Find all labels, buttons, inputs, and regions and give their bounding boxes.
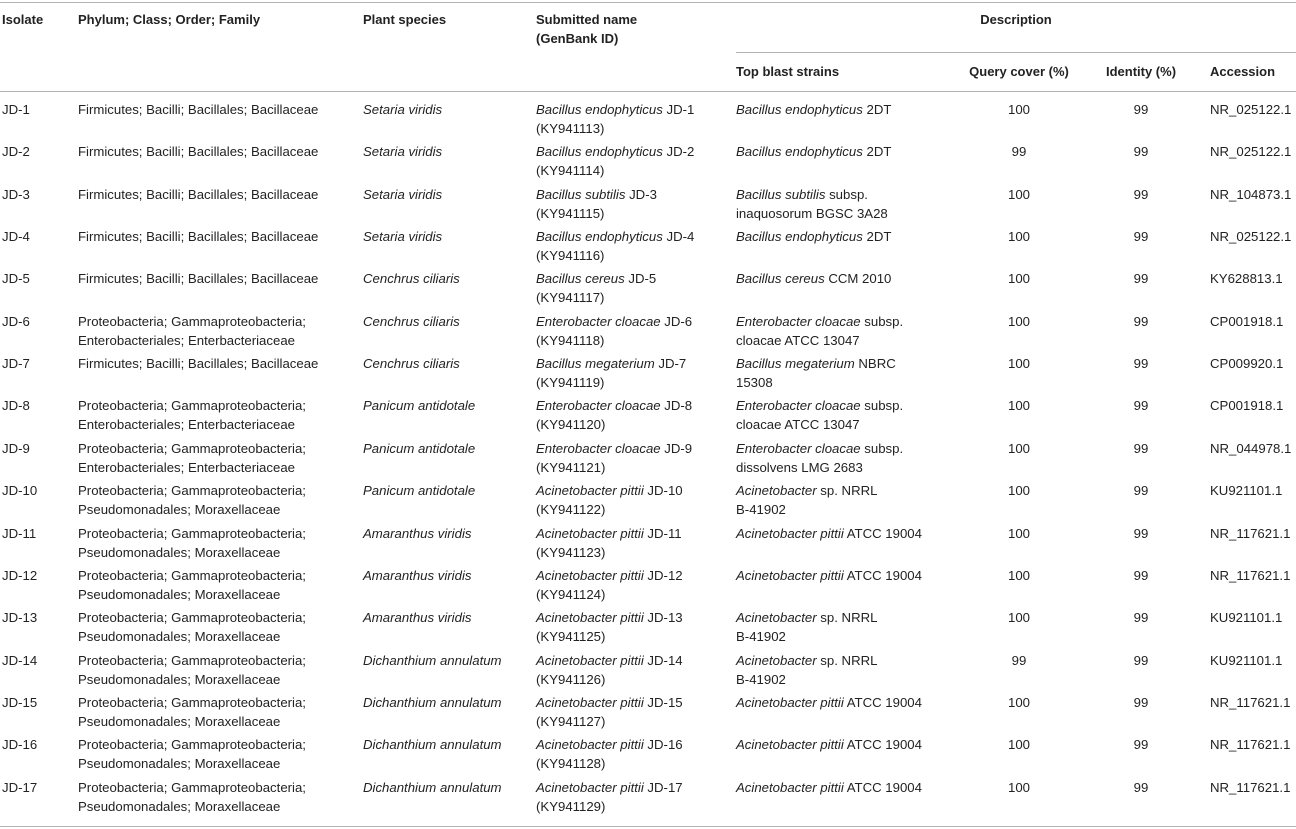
cell-submitted-name [536, 778, 683, 797]
cell-plant-species: Dichanthium annulatum [363, 652, 502, 668]
cell-submitted-name [536, 396, 692, 415]
cell-identity: 99 [1133, 779, 1149, 795]
cell-query-cover: 100 [1007, 186, 1030, 202]
cell-taxonomy-line1: Firmicutes; Bacilli; Bacillales; Bacillaceae [78, 229, 319, 245]
cell-submitted-name [536, 524, 682, 543]
cell-submitted-name-species: Enterobacter cloacae [536, 440, 661, 456]
cell-accession: CP001918.1 [1210, 398, 1284, 414]
cell-top-blast-suffix: ATCC 19004 [843, 779, 922, 795]
cell-query-cover: 100 [1007, 398, 1030, 414]
cell-accession: KU921101.1 [1210, 652, 1283, 668]
cell-top-blast-species: Acinetobacter pittii [736, 779, 844, 795]
cell-top-blast-suffix: sp. NRRL [816, 610, 878, 626]
cell-submitted-name-suffix: JD-16 [643, 737, 683, 753]
cell-submitted-name [536, 312, 692, 331]
cell-isolate: JD-7 [2, 356, 30, 372]
cell-top-blast-suffix: 2DT [862, 144, 892, 160]
cell-accession: NR_044978.1 [1210, 440, 1292, 456]
cell-submitted-name-suffix: JD-6 [660, 313, 693, 329]
cell-genbank-id: (KY941116) [536, 248, 605, 264]
cell-top-blast-suffix: subsp. [860, 440, 904, 456]
cell-submitted-name-species: Bacillus subtilis [536, 186, 626, 202]
cell-submitted-name-suffix: JD-5 [624, 271, 657, 287]
cell-identity: 99 [1133, 186, 1149, 202]
cell-query-cover: 100 [1007, 737, 1030, 753]
cell-taxonomy-line1: Firmicutes; Bacilli; Bacillales; Bacillaceae [78, 144, 319, 160]
cell-taxonomy-line1: Proteobacteria; Gammaproteobacteria; [78, 737, 306, 753]
cell-top-blast-suffix: 2DT [862, 102, 892, 117]
cell-taxonomy-line1: Proteobacteria; Gammaproteobacteria; [78, 483, 306, 499]
cell-submitted-name-suffix: JD-15 [643, 694, 683, 710]
cell-top-blast-species: Enterobacter cloacae [736, 398, 861, 414]
cell-top-blast-species: Acinetobacter [736, 652, 817, 668]
cell-submitted-name [536, 693, 683, 712]
cell-isolate: JD-8 [2, 398, 30, 414]
cell-isolate: JD-1 [2, 102, 30, 117]
cell-submitted-name-suffix: JD-13 [643, 610, 683, 626]
cell-top-blast [736, 735, 922, 754]
cell-submitted-name [536, 651, 683, 670]
cell-accession: CP001918.1 [1210, 313, 1284, 329]
cell-top-blast-species: Bacillus endophyticus [736, 144, 863, 160]
cell-identity: 99 [1133, 610, 1149, 626]
cell-accession: NR_025122.1 [1210, 144, 1292, 160]
cell-blast-line2: dissolvens LMG 2683 [736, 459, 863, 475]
cell-blast-line2: cloacae ATCC 13047 [736, 332, 860, 348]
cell-taxonomy-line2: Pseudomonadales; Moraxellaceae [78, 756, 281, 772]
cell-query-cover: 100 [1007, 313, 1030, 329]
cell-top-blast [736, 693, 922, 712]
cell-top-blast-species: Acinetobacter pittii [736, 737, 844, 753]
cell-identity: 99 [1133, 398, 1149, 414]
cell-top-blast [736, 269, 891, 288]
cell-submitted-name [536, 439, 692, 458]
cell-top-blast-species: Bacillus endophyticus [736, 229, 863, 245]
cell-isolate: JD-17 [2, 779, 38, 795]
cell-plant-species: Amaranthus viridis [363, 525, 472, 541]
cell-isolate: JD-10 [2, 483, 38, 499]
cell-submitted-name [536, 735, 683, 754]
cell-top-blast [736, 778, 922, 797]
cell-accession: NR_025122.1 [1210, 102, 1292, 117]
cell-top-blast-suffix: NBRC [854, 356, 896, 372]
cell-submitted-name [536, 354, 686, 373]
cell-submitted-name [536, 481, 683, 500]
cell-query-cover: 100 [1007, 483, 1030, 499]
cell-taxonomy-line1: Firmicutes; Bacilli; Bacillales; Bacillaceae [78, 271, 319, 287]
cell-submitted-name-suffix: JD-9 [660, 440, 693, 456]
cell-taxonomy-line1: Proteobacteria; Gammaproteobacteria; [78, 779, 306, 795]
description-rule [736, 52, 1296, 53]
cell-plant-species: Amaranthus viridis [363, 567, 472, 583]
cell-submitted-name-suffix: JD-4 [662, 229, 695, 245]
cell-isolate: JD-9 [2, 440, 30, 456]
header-submitted-name: Submitted name [536, 12, 638, 27]
cell-isolate: JD-6 [2, 313, 30, 329]
cell-top-blast [736, 524, 922, 543]
cell-blast-line2: B-41902 [736, 502, 786, 518]
cell-submitted-name-species: Acinetobacter pittii [536, 694, 644, 710]
cell-submitted-name-species: Acinetobacter pittii [536, 610, 644, 626]
header-top-blast: Top blast strains [736, 64, 840, 79]
cell-submitted-name-species: Acinetobacter pittii [536, 737, 644, 753]
cell-genbank-id: (KY941126) [536, 671, 606, 687]
cell-accession: CP009920.1 [1210, 356, 1284, 372]
cell-top-blast [736, 185, 868, 204]
cell-plant-species: Setaria viridis [363, 102, 443, 117]
cell-top-blast [736, 312, 903, 331]
cell-isolate: JD-15 [2, 694, 38, 710]
cell-plant-species: Dichanthium annulatum [363, 694, 502, 710]
cell-top-blast-species: Bacillus cereus [736, 271, 825, 287]
cell-taxonomy-line1: Proteobacteria; Gammaproteobacteria; [78, 694, 306, 710]
cell-identity: 99 [1133, 567, 1149, 583]
cell-genbank-id: (KY941114) [536, 163, 605, 179]
cell-blast-line2: B-41902 [736, 671, 786, 687]
cell-genbank-id: (KY941113) [536, 121, 605, 136]
cell-identity: 99 [1133, 694, 1149, 710]
header-description: Description [980, 12, 1052, 27]
cell-taxonomy-line2: Enterobacteriales; Enterbacteriaceae [78, 332, 295, 348]
cell-top-blast-species: Acinetobacter pittii [736, 567, 844, 583]
cell-top-blast-species: Acinetobacter pittii [736, 525, 844, 541]
cell-top-blast-suffix: subsp. [860, 313, 904, 329]
cell-blast-line2: inaquosorum BGSC 3A28 [736, 205, 888, 221]
bottom-rule [0, 826, 1296, 827]
cell-submitted-name-species: Acinetobacter pittii [536, 652, 644, 668]
cell-submitted-name-species: Acinetobacter pittii [536, 483, 644, 499]
cell-submitted-name-suffix: JD-3 [625, 186, 657, 202]
cell-top-blast-species: Bacillus endophyticus [736, 102, 863, 117]
cell-submitted-name-suffix: JD-8 [660, 398, 693, 414]
cell-accession: NR_104873.1 [1210, 186, 1292, 202]
cell-plant-species: Amaranthus viridis [363, 610, 472, 626]
cell-taxonomy-line1: Firmicutes; Bacilli; Bacillales; Bacillaceae [78, 186, 319, 202]
cell-taxonomy-line1: Firmicutes; Bacilli; Bacillales; Bacillaceae [78, 356, 319, 372]
cell-submitted-name-species: Bacillus endophyticus [536, 229, 663, 245]
cell-submitted-name [536, 227, 694, 246]
cell-submitted-name [536, 142, 694, 161]
cell-top-blast-suffix: 2DT [862, 229, 892, 245]
cell-top-blast-suffix: sp. NRRL [816, 483, 878, 499]
cell-top-blast-species: Enterobacter cloacae [736, 313, 861, 329]
cell-query-cover: 99 [1011, 144, 1027, 160]
cell-submitted-name-suffix: JD-12 [643, 567, 683, 583]
cell-top-blast [736, 651, 877, 670]
cell-identity: 99 [1133, 313, 1149, 329]
cell-taxonomy-line2: Enterobacteriales; Enterbacteriaceae [78, 459, 295, 475]
cell-submitted-name-suffix: JD-10 [643, 483, 683, 499]
cell-taxonomy-line2: Pseudomonadales; Moraxellaceae [78, 798, 281, 814]
cell-submitted-name [536, 566, 683, 585]
cell-top-blast-suffix: ATCC 19004 [843, 525, 922, 541]
cell-identity: 99 [1133, 652, 1149, 668]
cell-genbank-id: (KY941125) [536, 629, 606, 645]
cell-submitted-name-species: Acinetobacter pittii [536, 779, 644, 795]
cell-submitted-name-suffix: JD-17 [643, 779, 683, 795]
cell-identity: 99 [1133, 483, 1149, 499]
cell-top-blast-suffix: ATCC 19004 [843, 694, 922, 710]
cell-top-blast [736, 608, 877, 627]
cell-genbank-id: (KY941120) [536, 417, 606, 433]
header-taxonomy: Phylum; Class; Order; Family [78, 12, 261, 27]
cell-top-blast-suffix: subsp. [825, 186, 868, 202]
cell-submitted-name-suffix: JD-11 [643, 525, 682, 541]
cell-top-blast [736, 481, 877, 500]
cell-top-blast-suffix: CCM 2010 [824, 271, 892, 287]
cell-submitted-name-species: Enterobacter cloacae [536, 398, 661, 414]
cell-query-cover: 99 [1011, 652, 1027, 668]
cell-query-cover: 100 [1007, 356, 1030, 372]
cell-top-blast-suffix: ATCC 19004 [843, 567, 922, 583]
cell-plant-species: Cenchrus ciliaris [363, 271, 460, 287]
cell-plant-species: Cenchrus ciliaris [363, 356, 460, 372]
cell-top-blast [736, 566, 922, 585]
cell-taxonomy-line2: Pseudomonadales; Moraxellaceae [78, 502, 281, 518]
cell-genbank-id: (KY941118) [536, 332, 605, 348]
cell-accession: KU921101.1 [1210, 610, 1283, 626]
cell-query-cover: 100 [1007, 779, 1030, 795]
cell-accession: NR_025122.1 [1210, 229, 1292, 245]
cell-taxonomy-line1: Proteobacteria; Gammaproteobacteria; [78, 567, 306, 583]
cell-identity: 99 [1133, 271, 1149, 287]
cell-genbank-id: (KY941123) [536, 544, 606, 560]
cell-isolate: JD-2 [2, 144, 30, 160]
cell-submitted-name-suffix: JD-14 [643, 652, 683, 668]
cell-isolate: JD-16 [2, 737, 38, 753]
cell-plant-species: Panicum antidotale [363, 398, 476, 414]
cell-submitted-name-suffix: JD-2 [662, 144, 695, 160]
cell-taxonomy-line2: Pseudomonadales; Moraxellaceae [78, 671, 281, 687]
cell-identity: 99 [1133, 229, 1149, 245]
cell-submitted-name-species: Enterobacter cloacae [536, 313, 661, 329]
header-query-cover: Query cover (%) [969, 64, 1069, 79]
cell-isolate: JD-13 [2, 610, 38, 626]
cell-submitted-name-suffix: JD-1 [662, 102, 695, 117]
cell-top-blast [736, 396, 903, 415]
cell-query-cover: 100 [1007, 229, 1030, 245]
cell-accession: KU921101.1 [1210, 483, 1283, 499]
cell-taxonomy-line2: Pseudomonadales; Moraxellaceae [78, 586, 281, 602]
cell-query-cover: 100 [1007, 610, 1030, 626]
cell-genbank-id: (KY941121) [536, 459, 606, 475]
cell-taxonomy-line1: Proteobacteria; Gammaproteobacteria; [78, 610, 306, 626]
cell-taxonomy-line2: Pseudomonadales; Moraxellaceae [78, 629, 281, 645]
cell-submitted-name [536, 608, 683, 627]
top-rule [0, 2, 1296, 3]
cell-top-blast-suffix: ATCC 19004 [843, 737, 922, 753]
cell-submitted-name [536, 185, 657, 204]
cell-top-blast-suffix: sp. NRRL [816, 652, 878, 668]
cell-query-cover: 100 [1007, 694, 1030, 710]
header-isolate: Isolate [2, 12, 44, 27]
cell-isolate: JD-3 [2, 186, 30, 202]
cell-plant-species: Dichanthium annulatum [363, 737, 502, 753]
cell-taxonomy-line2: Pseudomonadales; Moraxellaceae [78, 544, 281, 560]
cell-query-cover: 100 [1007, 567, 1030, 583]
cell-taxonomy-line1: Proteobacteria; Gammaproteobacteria; [78, 440, 306, 456]
cell-top-blast [736, 142, 891, 161]
cell-accession: KY628813.1 [1210, 271, 1283, 287]
cell-submitted-name-species: Acinetobacter pittii [536, 525, 644, 541]
cell-query-cover: 100 [1007, 440, 1030, 456]
cell-genbank-id: (KY941117) [536, 290, 605, 306]
cell-isolate: JD-4 [2, 229, 30, 245]
cell-accession: NR_117621.1 [1210, 525, 1291, 541]
cell-top-blast [736, 354, 896, 373]
cell-top-blast-species: Acinetobacter [736, 610, 817, 626]
cell-taxonomy-line1: Proteobacteria; Gammaproteobacteria; [78, 652, 306, 668]
cell-identity: 99 [1133, 737, 1149, 753]
cell-submitted-name-species: Bacillus endophyticus [536, 102, 663, 117]
cell-query-cover: 100 [1007, 271, 1030, 287]
cell-plant-species: Cenchrus ciliaris [363, 313, 460, 329]
cell-genbank-id: (KY941115) [536, 205, 605, 221]
cell-taxonomy-line2: Enterobacteriales; Enterbacteriaceae [78, 417, 295, 433]
header-accession: Accession [1210, 64, 1276, 79]
cell-isolate: JD-5 [2, 271, 30, 287]
header-bottom-rule [0, 91, 1296, 92]
cell-taxonomy-line1: Proteobacteria; Gammaproteobacteria; [78, 398, 306, 414]
cell-isolate: JD-11 [2, 525, 37, 541]
cell-accession: NR_117621.1 [1210, 694, 1291, 710]
cell-plant-species: Dichanthium annulatum [363, 779, 502, 795]
cell-top-blast-species: Acinetobacter pittii [736, 694, 844, 710]
cell-genbank-id: (KY941124) [536, 586, 606, 602]
cell-plant-species: Panicum antidotale [363, 483, 476, 499]
cell-isolate: JD-14 [2, 652, 38, 668]
cell-submitted-name-species: Bacillus cereus [536, 271, 625, 287]
cell-top-blast [736, 100, 891, 119]
cell-top-blast-suffix: subsp. [860, 398, 904, 414]
cell-submitted-name-species: Bacillus megaterium [536, 356, 655, 372]
cell-accession: NR_117621.1 [1210, 779, 1291, 795]
cell-identity: 99 [1133, 144, 1149, 160]
cell-taxonomy-line1: Proteobacteria; Gammaproteobacteria; [78, 525, 306, 541]
cell-genbank-id: (KY941119) [536, 375, 605, 391]
cell-taxonomy-line1: Proteobacteria; Gammaproteobacteria; [78, 313, 306, 329]
cell-query-cover: 100 [1007, 525, 1030, 541]
cell-submitted-name [536, 269, 656, 288]
cell-accession: NR_117621.1 [1210, 567, 1291, 583]
cell-top-blast [736, 227, 891, 246]
cell-genbank-id: (KY941127) [536, 713, 606, 729]
cell-submitted-name-species: Acinetobacter pittii [536, 567, 644, 583]
cell-blast-line2: B-41902 [736, 629, 786, 645]
cell-genbank-id: (KY941129) [536, 798, 606, 814]
cell-top-blast-species: Acinetobacter [736, 483, 817, 499]
cell-taxonomy-line1: Firmicutes; Bacilli; Bacillales; Bacillaceae [78, 102, 319, 117]
cell-plant-species: Setaria viridis [363, 229, 443, 245]
cell-submitted-name [536, 100, 694, 119]
cell-submitted-name-suffix: JD-7 [654, 356, 687, 372]
cell-taxonomy-line2: Pseudomonadales; Moraxellaceae [78, 713, 281, 729]
cell-top-blast-species: Bacillus megaterium [736, 356, 855, 372]
cell-query-cover: 100 [1007, 102, 1030, 117]
cell-blast-line2: 15308 [736, 375, 773, 391]
cell-isolate: JD-12 [2, 567, 38, 583]
cell-top-blast-species: Enterobacter cloacae [736, 440, 861, 456]
cell-identity: 99 [1133, 356, 1149, 372]
cell-accession: NR_117621.1 [1210, 737, 1291, 753]
cell-genbank-id: (KY941122) [536, 502, 606, 518]
cell-blast-line2: cloacae ATCC 13047 [736, 417, 860, 433]
cell-top-blast-species: Bacillus subtilis [736, 186, 826, 202]
cell-plant-species: Setaria viridis [363, 186, 443, 202]
cell-genbank-id: (KY941128) [536, 756, 606, 772]
header-plant-species: Plant species [363, 12, 447, 27]
cell-identity: 99 [1133, 102, 1149, 117]
header-identity: Identity (%) [1105, 64, 1177, 79]
cell-identity: 99 [1133, 525, 1149, 541]
cell-plant-species: Panicum antidotale [363, 440, 476, 456]
cell-submitted-name-species: Bacillus endophyticus [536, 144, 663, 160]
cell-identity: 99 [1133, 440, 1149, 456]
cell-top-blast [736, 439, 903, 458]
header-genbank-id: (GenBank ID) [536, 31, 619, 46]
cell-plant-species: Setaria viridis [363, 144, 443, 160]
